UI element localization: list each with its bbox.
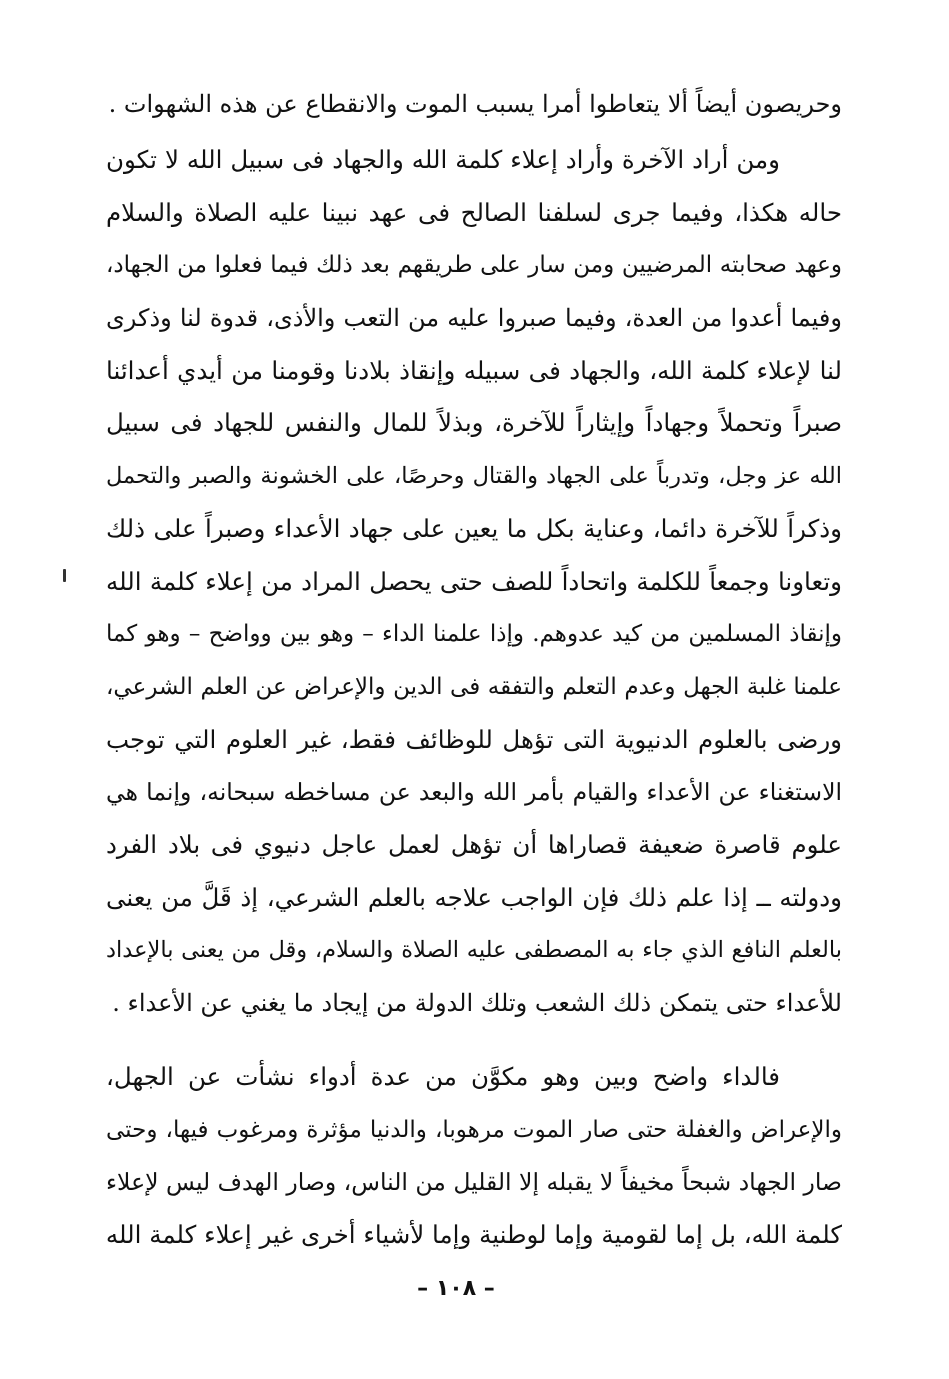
text-line: وحريصون أيضاً ألا يتعاطوا أمرا يسبب الموت والانقطاع عن هذه الشهوات . <box>108 90 842 118</box>
text-line: ومن أراد الآخرة وأراد إعلاء كلمة الله والجهاد فى سبيل الله لا تكون <box>106 145 780 174</box>
text-line: فالداء واضح وبين وهو مكوَّن من عدة أدواء نشأت عن الجهل، <box>106 1062 780 1091</box>
text-line: وتعاونا وجمعاً للكلمة واتحاداً للصف حتى يحصل المراد من إعلاء كلمة الله <box>106 566 842 596</box>
text-line: علمنا غلبة الجهل وعدم التعلم والتفقه فى الدين والإعراض عن العلم الشرعي، <box>106 673 842 700</box>
text-line: ورضى بالعلوم الدنيوية التى تؤهل للوظائف فقط، غير العلوم التي توجب <box>106 724 842 754</box>
text-line: لنا لإعلاء كلمة الله، والجهاد فى سبيله وإنقاذ بلادنا وقومنا من أيدي أعدائنا <box>106 355 842 385</box>
text-line: وفيما أعدوا من العدة، وفيما صبروا عليه من التعب والأذى، قدوة لنا وذكرى <box>106 304 842 333</box>
paragraph-1 <box>106 78 842 131</box>
text-line: وعهد صحابته المرضيين ومن سار على طريقهم بعد ذلك فيما فعلوا من الجهاد، <box>106 252 842 279</box>
text-line: كلمة الله، بل إما لقومية وإما لوطنية وإما لأشياء أخرى غير إعلاء كلمة الله <box>106 1220 842 1250</box>
text-line: الله عز وجل، وتدرباً على الجهاد والقتال وحرصًا، على الخشونة والصبر والتحمل <box>106 463 842 490</box>
text-line: بالعلم النافع الذي جاء به المصطفى عليه الصلاة والسلام، وقل من يعنى بالإعداد <box>106 937 842 964</box>
text-line: ودولته ــ إذا علم ذلك فإن الواجب علاجه بالعلم الشرعي، إذ قَلَّ من يعنى <box>106 882 842 912</box>
page-number: – ١٠٨ – <box>417 1276 495 1301</box>
text-line: حاله هكذا، وفيما جرى لسلفنا الصالح فى عهد نبينا عليه الصلاة والسلام <box>106 197 842 227</box>
text-line: والإعراض والغفلة حتى صار الموت مرهوبا، والدنيا مؤثرة ومرغوب فيها، وحتى <box>106 1116 842 1143</box>
paragraph-3 <box>106 1051 842 1262</box>
text-line: للأعداء حتى يتمكن ذلك الشعب وتلك الدولة من إيجاد ما يغني عن الأعداء . <box>112 989 842 1017</box>
text-line: صبراً وتحملاً وجهاداً وإيثاراً للآخرة، وبذلاً للمال والنفس للجهاد فى سبيل <box>106 408 842 438</box>
text-line: الاستغناء عن الأعداء والقيام بأمر الله والبعد عن مساخطه سبحانه، وإنما هي <box>106 778 842 807</box>
text-line: وإنقاذ المسلمين من كيد عدوهم. وإذا علمنا الداء – وهو بين وواضح – وهو كما <box>106 621 842 648</box>
text-line: صار الجهاد شبحاً مخيفاً لا يقبله إلا القليل من الناس، وصار الهدف ليس لإعلاء <box>106 1168 842 1197</box>
margin-mark <box>63 569 66 582</box>
text-line: وذكراً للآخرة دائما، وعناية بكل ما يعين على جهاد الأعداء وصبراً على ذلك <box>106 513 842 543</box>
paragraph-2 <box>106 134 842 1030</box>
text-line: علوم قاصرة ضعيفة قصاراها أن تؤهل لعمل عاجل دنيوي فى بلاد الفرد <box>106 829 842 859</box>
